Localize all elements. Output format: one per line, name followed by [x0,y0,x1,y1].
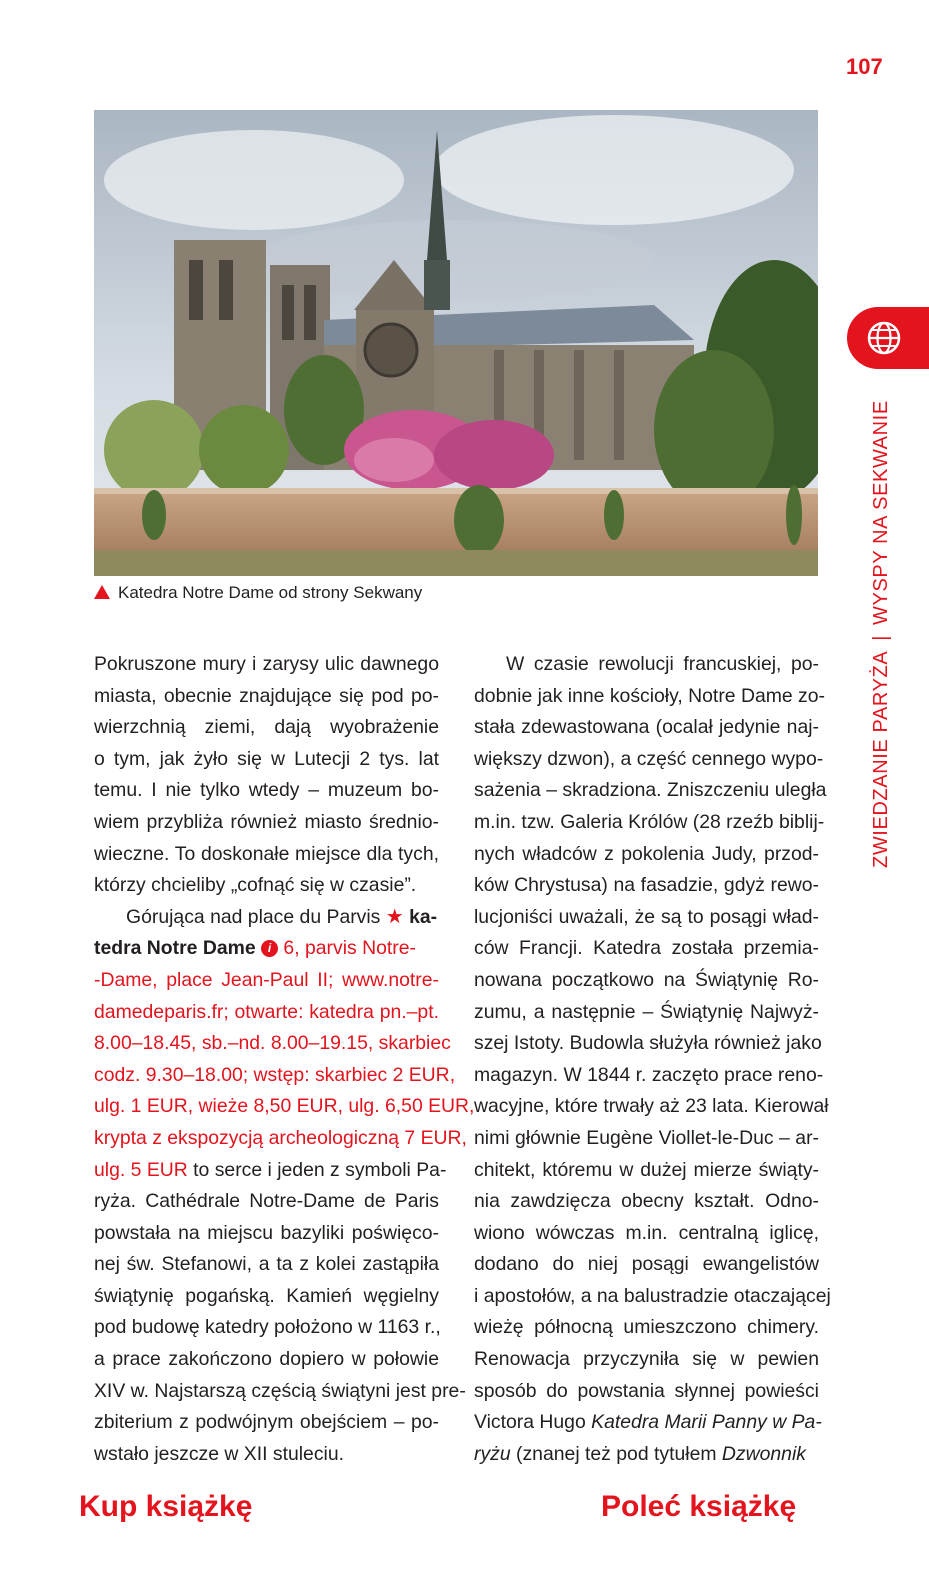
recommend-book-link[interactable]: Poleć książkę [601,1490,797,1523]
text-line: ryża. Cathédrale Notre-Dame de Paris [94,1190,439,1213]
text-line [474,1439,819,1471]
notre-dame-photo [94,110,818,576]
text-line: magazyn. W 1844 r. zaczęto prace reno- [474,1063,824,1086]
text-fragment: Górująca nad place du Parvis [126,905,381,928]
text-line: nych władców z pokolenia Judy, przod- [474,842,819,865]
text-fragment: to serce i jeden z symboli Pa- [187,1158,447,1181]
book-title: Dzwonnik [721,1442,806,1465]
text-line [94,1155,447,1187]
caption-text: Katedra Notre Dame od strony Sekwany [118,583,423,602]
star-icon: ★ [385,905,404,928]
globe-icon [865,319,903,357]
text-line: większy dzwon), a część cennego wypo- [474,747,824,770]
info-line: damedeparis.fr; otwarte: katedra pn.–pt. [94,1000,439,1023]
text-line: dodano do niej posągi ewangelistów [474,1253,819,1276]
chapter-title: WYSPY NA SEKWANIE [870,400,892,625]
text-line: a prace zakończono dopiero w połowie [94,1348,439,1371]
text-line: szej Istoty. Budowla służyła również jako [474,1032,822,1055]
info-icon: i [261,940,278,957]
text-line: sposób do powstania słynnej powieści [474,1379,819,1402]
buy-book-link[interactable]: Kup książkę [79,1490,253,1523]
text-line: stała zdewastowana (ocalał jedynie naj- [474,716,819,739]
text-line: dobnie jak inne kościoły, Notre Dame zo- [474,684,825,707]
running-header [870,400,893,868]
text-line: zbiterium z podwójnym obejściem – po- [94,1411,439,1434]
section-title: ZWIEDZANIE PARYŻA [870,650,892,868]
triangle-up-icon [94,585,110,599]
text-line: wiem przybliża również miasto średnio- [94,810,439,833]
text-line: ców Francji. Katedra została przemia- [474,937,819,960]
text-line: wierzchnią ziemi, dają wyobrażenie [94,716,439,739]
chapter-tab [847,307,929,369]
text-line [94,902,439,934]
photo-caption [94,583,422,603]
header-separator: | [870,634,892,641]
text-line: sażenia – skradziona. Zniszczeniu uległa [474,779,827,802]
text-line: Pokruszone mury i zarysy ulic dawnego [94,653,439,675]
text-column-left [94,649,475,1470]
text-line: nowana początkowo na Świątynię Ro- [474,968,819,991]
text-line: chitekt, któremu w dużej mierze świąty- [474,1158,819,1181]
text-line: którzy chcieliby „cofnąć się w czasie”. [94,874,417,897]
text-line: Renowacja przyczyniła się w pewien [474,1348,819,1371]
text-line: XIV w. Najstarszą częścią świątyni jest pre- [94,1379,466,1402]
text-line: pod budowę katedry położono w 1163 r., [94,1316,441,1339]
text-line [474,1407,822,1439]
info-line: -Dame, place Jean-Paul II; www.notre- [94,968,439,991]
highlight-name: ka- [409,905,438,928]
text-line: temu. I nie tylko wtedy – muzeum bo- [94,779,439,802]
text-line: powstała na miejscu bazyliki poświęco- [94,1221,439,1244]
text-fragment: (znanej też pod tytułem [510,1442,722,1465]
info-line: krypta z ekspozycją archeologiczną 7 EUR, [94,1126,467,1149]
text-line: lucjoniści uważali, że są to posągi wład- [474,905,819,928]
text-line: wstało jeszcze w XII stuleciu. [94,1442,345,1465]
text-line: nej św. Stefanowi, a ta z kolei zastąpiła [94,1253,439,1276]
text-line [94,933,439,965]
info-line: ulg. 1 EUR, wieże 8,50 EUR, ulg. 6,50 EUR, [94,1095,475,1118]
info-fragment: ulg. 5 EUR [94,1158,188,1181]
info-line: 8.00–18.45, sb.–nd. 8.00–19.15, skarbiec [94,1032,451,1055]
highlight-name: tedra Notre Dame [94,937,256,960]
text-line: nimi głównie Eugène Viollet-le-Duc – ar- [474,1126,819,1149]
text-line: wieżę północną umieszczono chimery. [474,1316,819,1339]
book-title: Katedra Marii Panny w Pa- [591,1411,822,1434]
text-column-right [474,649,831,1470]
text-line: W czasie rewolucji francuskiej, po- [506,653,819,675]
text-line: zumu, a następnie – Świątynię Najwyż- [474,1000,819,1023]
address-text: 6, parvis Notre- [283,937,416,960]
text-line: i apostołów, a na balustradzie otaczającej [474,1284,831,1307]
info-line: codz. 9.30–18.00; wstęp: skarbiec 2 EUR, [94,1063,456,1086]
text-line: wiono wówczas m.in. centralną iglicę, [474,1221,819,1244]
text-line: wieczne. To doskonałe miejsce dla tych, [94,842,439,865]
text-line: o tym, jak żyło się w Lutecji 2 tys. lat [94,747,439,770]
text-line: świątynię pogańską. Kamień węgielny [94,1284,439,1307]
text-line: miasta, obecnie znajdujące się pod po- [94,684,439,707]
book-title: ryżu [474,1442,511,1465]
page-number: 107 [846,54,883,79]
text-fragment: Victora Hugo [474,1411,592,1434]
text-line: m.in. tzw. Galeria Królów (28 rzeźb biblij- [474,810,825,833]
text-line: wacyjne, które trwały aż 23 lata. Kierował [474,1095,829,1118]
text-line: nia zawdzięcza obecny kształt. Odno- [474,1190,819,1213]
text-line: ków Chrystusa) na fasadzie, gdyż rewo- [474,874,819,897]
